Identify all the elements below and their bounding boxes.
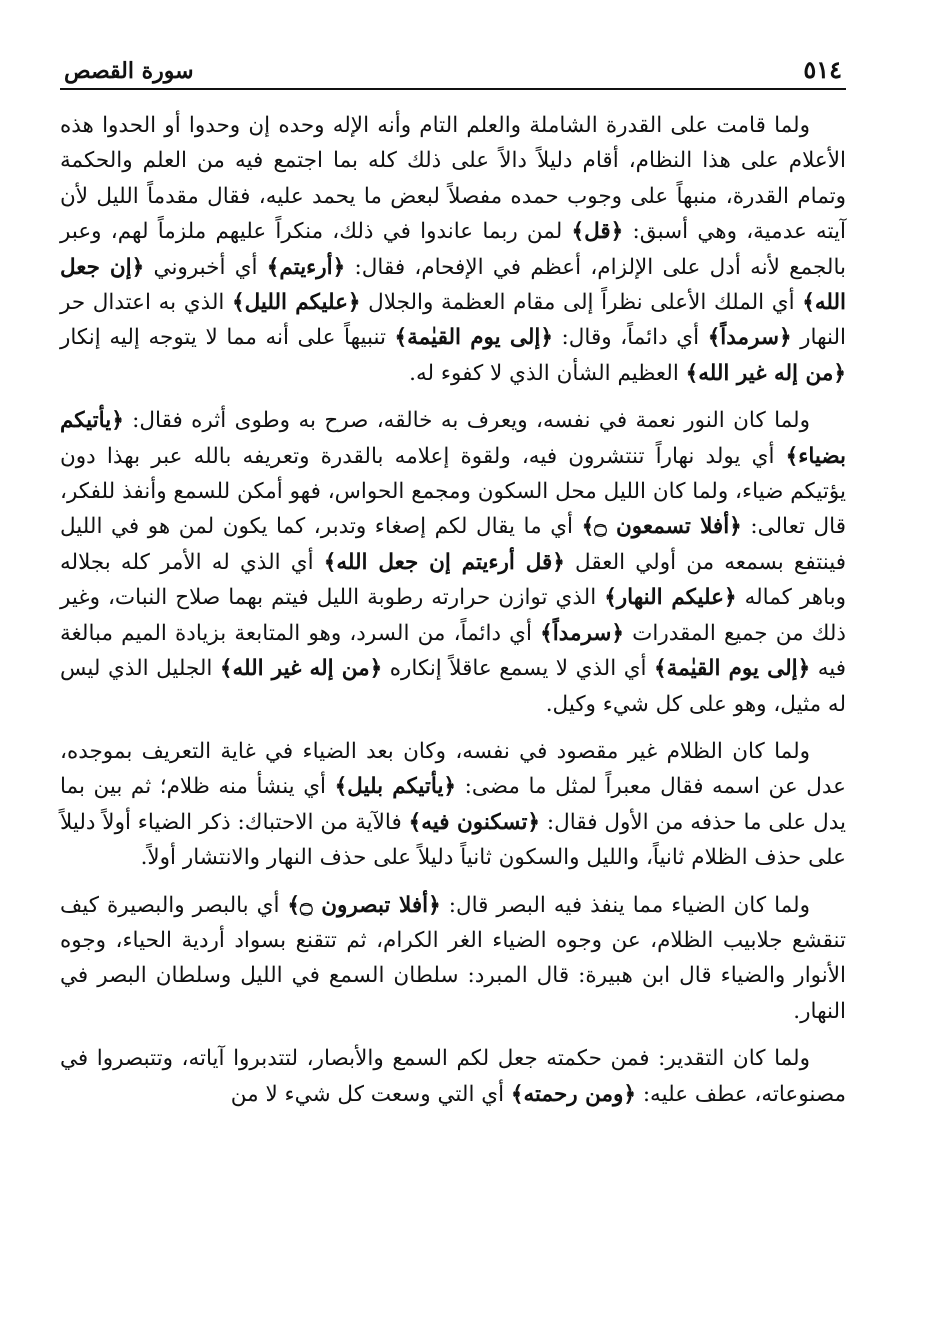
commentary-text: العظيم الشأن الذي لا كفوء له. [409,360,686,386]
commentary-text: الجليل الذي ليس له مثيل، وهو على كل شيء وكيل. [60,656,846,717]
surah-title: سورة القصص [64,58,194,84]
book-page [60,48,846,1318]
quran-quote: ﴿يأتيكم بليل﴾ [334,774,457,800]
quran-quote: ﴿إن جعل الله﴾ [60,254,846,316]
commentary-text: أي يولد نهاراً تنتشرون فيه، ولقوة إعلامه بالقدرة وتعريفه بالله عبر بهذا دون يؤتيكم ضياء، ولما كان الليل محل السكون ومجمع الحواس، فهو أمكن للسمع وأنفذ للفكر، قال تعالى: [60,443,846,540]
page-header [60,48,846,90]
quran-quote: ﴿يأتيكم بضياء﴾ [60,408,846,469]
commentary-text: ولما قامت على القدرة الشاملة والعلم التام وأنه الإله وحده إن وحدوا أو الحدوا هذه الأعلام على هذا النظام، أقام دليلاً دالاً على ذلك كله بما اجتمع فيه من العلم والحكمة وتمام القدرة، منبهاً على وجوب حمده مفصلاً لبعض ما يحمد عليه، فقال مقدماً الليل لأن آيته عدمية، وهي أسبق: [60,113,846,245]
commentary-text: أي الذي لا يسمع عاقلاً إنكاره [382,656,655,682]
commentary-text: الذي توازن حرارته رطوبة الليل فيتم بهما صلاح النبات، وغير ذلك من جميع المقدرات [60,585,846,646]
quran-quote: ﴿من إله غير الله﴾ [685,360,846,386]
quran-quote: ﴿ومن رحمته﴾ [510,1081,636,1107]
quran-quote: ﴿عليكم الليل﴾ [232,290,361,316]
quran-quote: ﴿أرءيتم﴾ [266,254,346,280]
commentary-text: أي الملك الأعلى نظراً إلى مقام العظمة والجلال [360,290,803,316]
quran-quote: ﴿تسكنون فيه﴾ [408,809,541,835]
commentary-text: أي أخبروني [144,254,267,280]
quran-quote: ﴿إلى يوم القيٰمة﴾ [654,656,811,682]
paragraph [60,1041,846,1112]
quran-quote: ﴿أفلا تبصرون ۝﴾ [287,892,441,918]
commentary-text: أي دائماً، وقال: [552,325,708,351]
commentary-text: الذي به اعتدال حر النهار [60,290,847,351]
quran-quote: ﴿قل أرءيتم إن جعل الله﴾ [323,549,565,575]
paragraph [60,734,846,876]
commentary-text: أي التي وسعت كل شيء لا من [230,1081,511,1107]
quran-quote: ﴿من إله غير الله﴾ [219,656,383,682]
commentary-text: أي ما يقال لكم إصغاء وتدبر، كما يكون لمن هو في الليل فينتفع بسمعه من أولي العقل [60,514,846,575]
quran-quote: ﴿سرمداً﴾ [707,325,792,351]
quran-quote: ﴿إلى يوم القيٰمة﴾ [394,325,553,351]
commentary-text: فالآية من الاحتباك: ذكر الضياء أولاً دليلاً على حذف الظلام ثانياً، والليل والسكون ثانياً دليلاً على حذف النهار والانتشار أولاً. [60,809,846,871]
commentary-text: ولما كان الضياء مما ينفذ فيه البصر قال: [440,892,810,918]
commentary-text: أي بالبصر والبصيرة كيف تنقشع جلابيب الظلام، عن وجوه الضياء الغر الكرام، ثم تتقنع بسواد أردية الحياء، وجوه الأنوار والضياء قال ابن هبيرة: قال المبرد: سلطان السمع في الليل وسلطان البصر في النهار. [60,892,846,1024]
page-body [60,108,846,1112]
page-number: ٥١٤ [803,55,842,84]
commentary-text: أي الذي له الأمر كله بجلاله وباهر كماله [60,549,846,611]
commentary-text: ولما كان الظلام غير مقصود في نفسه، وكان بعد الضياء في غاية التعريف بموجده، عدل عن اسمه فقال معبراً لمثل ما مضى: [60,738,847,800]
commentary-text: أي ينشأ منه ظلام؛ ثم بين بما يدل على ما حذفه من الأول فقال: [60,774,846,835]
quran-quote: ﴿قل﴾ [571,219,624,245]
paragraph [60,888,846,1030]
commentary-text: أي دائماً، من السرد، وهو المتابعة بزيادة الميم مبالغة فيه [60,620,847,682]
commentary-text: ولما كان التقدير: فمن حكمته جعل لكم السمع والأبصار، لتتدبروا آياته، وتتبصروا في مصنوعاته، عطف عليه: [60,1046,846,1107]
paragraph [60,403,846,722]
paragraph [60,108,846,391]
quran-quote: ﴿سرمداً﴾ [540,620,624,646]
commentary-text: لمن ربما عاندوا في ذلك، منكراً عليهم ملزماً لهم، وعبر بالجمع لأنه أدل على الإلزام، أعظم في الإفحام، فقال: [60,219,846,280]
commentary-text: تنبيهاً على أنه مما لا يتوجه إليه إنكار [60,325,395,351]
quran-quote: ﴿عليكم النهار﴾ [604,585,737,611]
commentary-text: ولما كان النور نعمة في نفسه، ويعرف به خالقه، صرح به وطوى أثره فقال: [123,408,810,434]
quran-quote: ﴿أفلا تسمعون ۝﴾ [581,514,742,540]
